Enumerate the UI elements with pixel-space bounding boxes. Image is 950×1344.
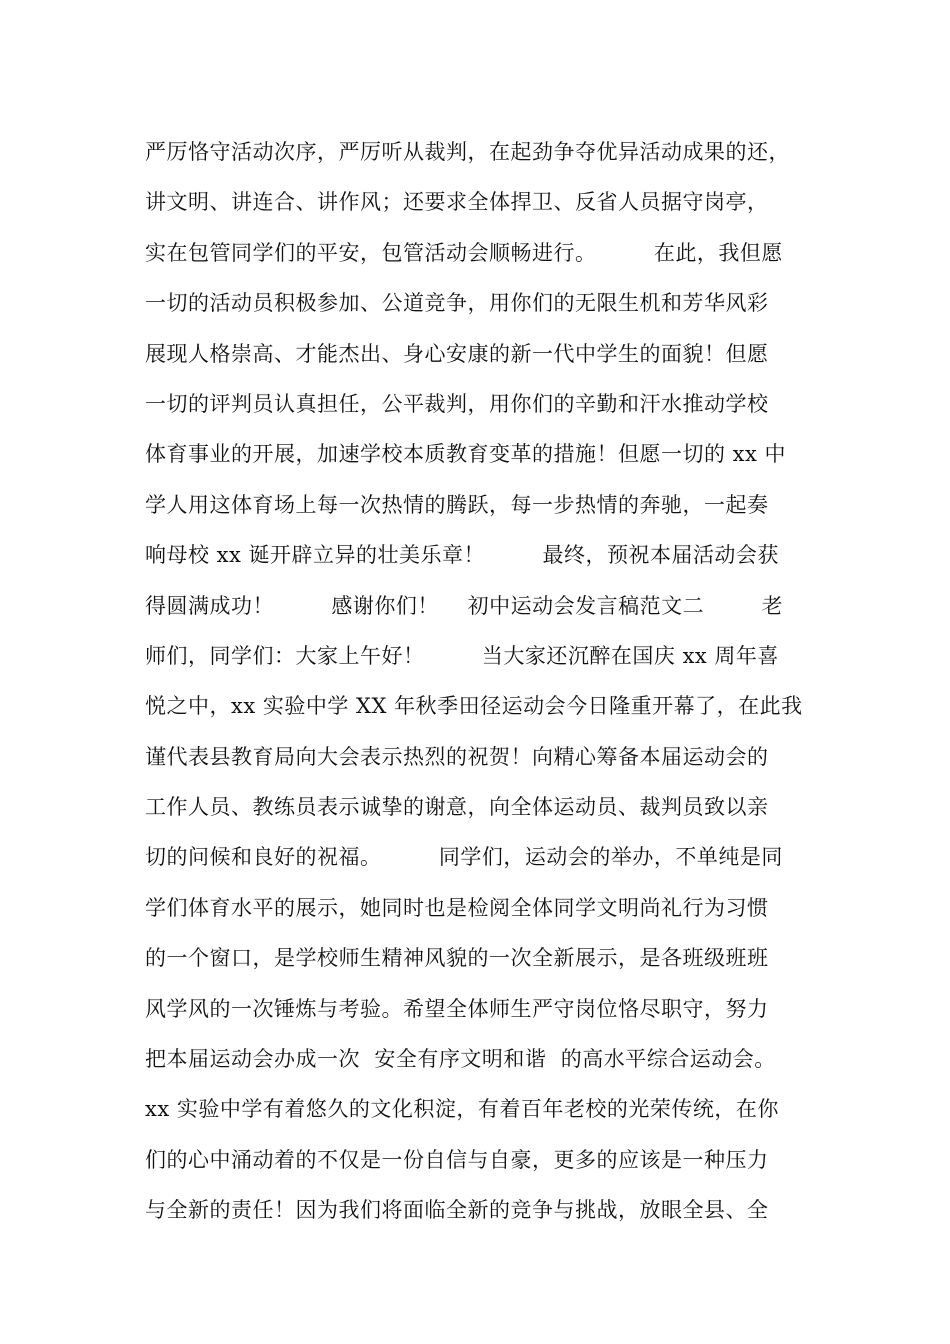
text-line: 实在包管同学们的平安，包管活动会顺畅进行。 在此，我但愿: [145, 240, 783, 265]
text-line: 学人用这体育场上每一次热情的腾跃，每一步热情的奔驰，一起奏: [145, 492, 769, 517]
text-line: 的一个窗口，是学校师生精神风貌的一次全新展示，是各班级班班: [145, 946, 769, 971]
text-line: 们的心中涌动着的不仅是一份自信与自豪，更多的应该是一种压力: [145, 1147, 769, 1172]
text-line: 学们体育水平的展示，她同时也是检阅全体同学文明尚礼行为习惯: [145, 895, 769, 920]
text-line: 一切的评判员认真担任，公平裁判，用你们的辛勤和汗水推动学校: [145, 391, 769, 416]
text-line: 工作人员、教练员表示诚挚的谢意，向全体运动员、裁判员致以亲: [145, 795, 769, 820]
text-line: xx 实验中学有着悠久的文化积淀，有着百年老校的光荣传统，在你: [145, 1097, 779, 1122]
text-line: 把本届运动会办成一次 安全有序文明和谐 的高水平综合运动会。: [145, 1047, 776, 1072]
text-line: 讲文明、讲连合、讲作风；还要求全体捍卫、反省人员据守岗亭，: [145, 190, 769, 215]
text-line: 一切的活动员积极参加、公道竞争，用你们的无限生机和芳华风彩: [145, 291, 769, 316]
text-line: 展现人格崇高、才能杰出、身心安康的新一代中学生的面貌！但愿: [145, 341, 769, 366]
text-line: 响母校 xx 诞开辟立异的壮美乐章！ 最终，预祝本届活动会获: [145, 543, 779, 568]
text-line: 师们，同学们：大家上午好！ 当大家还沉醉在国庆 xx 周年喜: [145, 643, 779, 668]
text-line: 风学风的一次锤炼与考验。希望全体师生严守岗位恪尽职守，努力: [145, 996, 769, 1021]
text-line: 体育事业的开展，加速学校本质教育变革的措施！但愿一切的 xx 中: [145, 442, 787, 467]
text-line: 切的问候和良好的祝福。 同学们，运动会的举办，不单纯是同: [145, 845, 783, 870]
body-text: [145, 127, 825, 1236]
text-line: 谨代表县教育局向大会表示热烈的祝贺！向精心筹备本届运动会的: [145, 744, 769, 769]
text-line: 严厉恪守活动次序，严厉听从裁判，在起劲争夺优异活动成果的还，: [145, 140, 790, 164]
text-line: 与全新的责任！因为我们将面临全新的竞争与挑战，放眼全县、全: [145, 1198, 769, 1223]
text-line: 悦之中，xx 实验中学 XX 年秋季田径运动会今日隆重开幕了，在此我: [145, 694, 803, 719]
text-line: 得圆满成功！ 感谢你们！ 初中运动会发言稿范文二 老: [145, 593, 784, 618]
